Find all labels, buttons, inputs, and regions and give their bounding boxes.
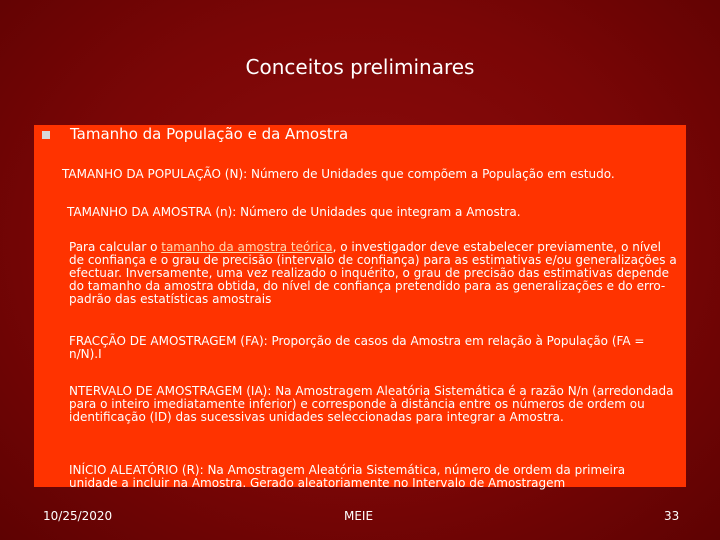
paragraph-sample-size: TAMANHO DA AMOSTRA (n): Número de Unidades que integram a Amostra. [67, 205, 521, 219]
sample-theory-link[interactable]: tamanho da amostra teórica [161, 240, 333, 254]
footer-date: 10/25/2020 [43, 509, 113, 523]
paragraph-population-size: TAMANHO DA POPULAÇÃO (N): Número de Unidades que compõem a População em estudo. [62, 167, 615, 181]
paragraph-random-start: INÍCIO ALEATÓRIO (R): Na Amostragem Aleatória Sistemática, número de ordem da primeira unidade a incluir na Amostra. Gerado aleatoriamente no Intervalo de Amostragem [69, 463, 626, 490]
footer-center-label: MEIE [344, 509, 374, 523]
slide-title: Conceitos preliminares [245, 55, 475, 79]
paragraph-text: Para calcular o [69, 240, 162, 254]
paragraph-text: , o investigador deve estabelecer previamente, o nível de confiança e o grau de precisão (intervalo de confiança) para as estimativas e/ou generalizações a efectuar. Inversamente, uma vez realizado o inquérito, o grau de precisão das estimativas depende do tamanho da amostra obtida, do nível de confiança pretendido para as generalizações e do erro-padrão das estatísticas amostrais [69, 240, 677, 306]
paragraph-sample-calculation [69, 241, 677, 306]
square-bullet-icon [42, 131, 50, 139]
paragraph-sampling-interval: NTERVALO DE AMOSTRAGEM (IA): Na Amostragem Aleatória Sistemática é a razão N/n (arredondada para o inteiro imediatamente inferior) e corresponde à distância entre os números de ordem ou identificação (ID) das sucessivas unidades seleccionadas para integrar a Amostra. [69, 384, 674, 424]
page-number: 33 [664, 509, 680, 523]
paragraph-sampling-fraction: FRACÇÃO DE AMOSTRAGEM (FA): Proporção de casos da Amostra em relação à População (FA = n/N).I [69, 334, 645, 361]
section-heading: Tamanho da População e da Amostra [70, 125, 349, 143]
